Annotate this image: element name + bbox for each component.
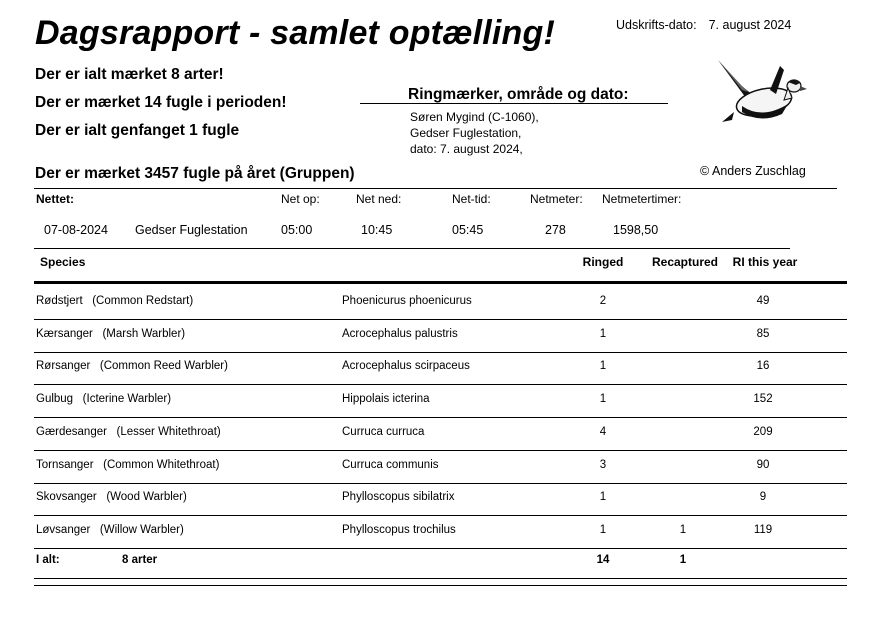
ringed-header: Ringed	[582, 255, 624, 269]
species-name: Tornsanger (Common Whitethroat)	[36, 459, 220, 471]
species-name: Kærsanger (Marsh Warbler)	[36, 328, 186, 340]
summary-year-total: Der er mærket 3457 fugle på året (Gruppen)	[35, 165, 355, 182]
species-name: Løvsanger (Willow Warbler)	[36, 524, 184, 536]
species-name: Gulbug (Icterine Warbler)	[36, 393, 172, 405]
species-recaptured: 1	[679, 524, 687, 536]
species-ringed: 2	[599, 295, 607, 307]
species-latin: Acrocephalus scirpaceus	[342, 360, 470, 372]
ringer-area: Gedser Fuglestation,	[410, 126, 522, 140]
species-latin: Acrocephalus palustris	[342, 328, 458, 340]
print-date-value: 7. august 2024	[708, 18, 792, 32]
table-row-divider	[34, 450, 847, 451]
totals-recaptured: 1	[679, 554, 687, 566]
summary-species-count: Der er ialt mærket 8 arter!	[35, 66, 224, 83]
species-ri-year: 119	[753, 524, 773, 536]
totals-label: I alt:	[36, 554, 60, 566]
species-name: Gærdesanger (Lesser Whitethroat)	[36, 426, 221, 438]
species-ri-year: 152	[753, 393, 773, 405]
table-row-divider	[34, 483, 847, 484]
ringer-heading: Ringmærker, område og dato:	[408, 86, 629, 103]
totals-rule-2	[34, 585, 847, 586]
net-up-value: 05:00	[281, 223, 313, 237]
species-ri-year: 209	[753, 426, 773, 438]
species-header: Species	[40, 255, 86, 269]
species-ringed: 1	[599, 328, 607, 340]
species-name: Skovsanger (Wood Warbler)	[36, 491, 187, 503]
table-row-divider	[34, 384, 847, 385]
species-latin: Hippolais icterina	[342, 393, 430, 405]
table-header-rule	[34, 281, 847, 284]
print-date	[616, 18, 791, 32]
ringer-underline	[360, 103, 668, 104]
species-ri-year: 16	[756, 360, 770, 372]
species-ringed: 4	[599, 426, 607, 438]
net-section-label: Nettet:	[36, 192, 74, 206]
net-meter-hours-value: 1598,50	[613, 223, 659, 237]
species-latin: Curruca curruca	[342, 426, 425, 438]
net-down-value: 10:45	[361, 223, 393, 237]
print-date-label: Udskrifts-dato:	[616, 18, 697, 32]
table-row-divider	[34, 548, 847, 549]
net-up-header: Net op:	[281, 192, 320, 206]
net-meter-hours-header: Netmetertimer:	[602, 192, 682, 206]
species-ringed: 1	[599, 524, 607, 536]
species-name: Rødstjert (Common Redstart)	[36, 295, 194, 307]
net-meter-header: Netmeter:	[530, 192, 583, 206]
summary-birds-ringed: Der er mærket 14 fugle i perioden!	[35, 94, 287, 111]
report-title: Dagsrapport - samlet optælling!	[35, 14, 556, 52]
ri-year-header: RI this year	[732, 255, 798, 269]
species-ri-year: 90	[756, 459, 770, 471]
species-ringed: 3	[599, 459, 607, 471]
species-latin: Phoenicurus phoenicurus	[342, 295, 472, 307]
table-row-divider	[34, 515, 847, 516]
species-ringed: 1	[599, 360, 607, 372]
totals-ringed: 14	[596, 554, 610, 566]
copyright: © Anders Zuschlag	[700, 164, 806, 178]
species-ringed: 1	[599, 393, 607, 405]
divider-top	[34, 188, 837, 189]
ringer-name: Søren Mygind (C-1060),	[410, 110, 539, 124]
net-time-header: Net-tid:	[452, 192, 491, 206]
species-latin: Phylloscopus sibilatrix	[342, 491, 455, 503]
species-ri-year: 49	[756, 295, 770, 307]
net-down-header: Net ned:	[356, 192, 402, 206]
species-name: Rørsanger (Common Reed Warbler)	[36, 360, 228, 372]
net-meter-value: 278	[545, 223, 566, 237]
recaptured-header: Recaptured	[651, 255, 719, 269]
species-latin: Curruca communis	[342, 459, 439, 471]
eider-duck-logo	[712, 56, 808, 132]
table-row-divider	[34, 352, 847, 353]
net-time-value: 05:45	[452, 223, 484, 237]
summary-recaptured: Der er ialt genfanget 1 fugle	[35, 122, 240, 139]
species-ri-year: 85	[756, 328, 770, 340]
ringer-date: dato: 7. august 2024,	[410, 142, 523, 156]
species-ringed: 1	[599, 491, 607, 503]
table-row-divider	[34, 319, 847, 320]
totals-species-count: 8 arter	[122, 554, 158, 566]
net-location: Gedser Fuglestation	[135, 223, 248, 237]
net-date: 07-08-2024	[44, 223, 108, 237]
table-row-divider	[34, 417, 847, 418]
divider-net	[34, 248, 790, 249]
species-ri-year: 9	[759, 491, 767, 503]
totals-rule-1	[34, 578, 847, 579]
species-latin: Phylloscopus trochilus	[342, 524, 456, 536]
